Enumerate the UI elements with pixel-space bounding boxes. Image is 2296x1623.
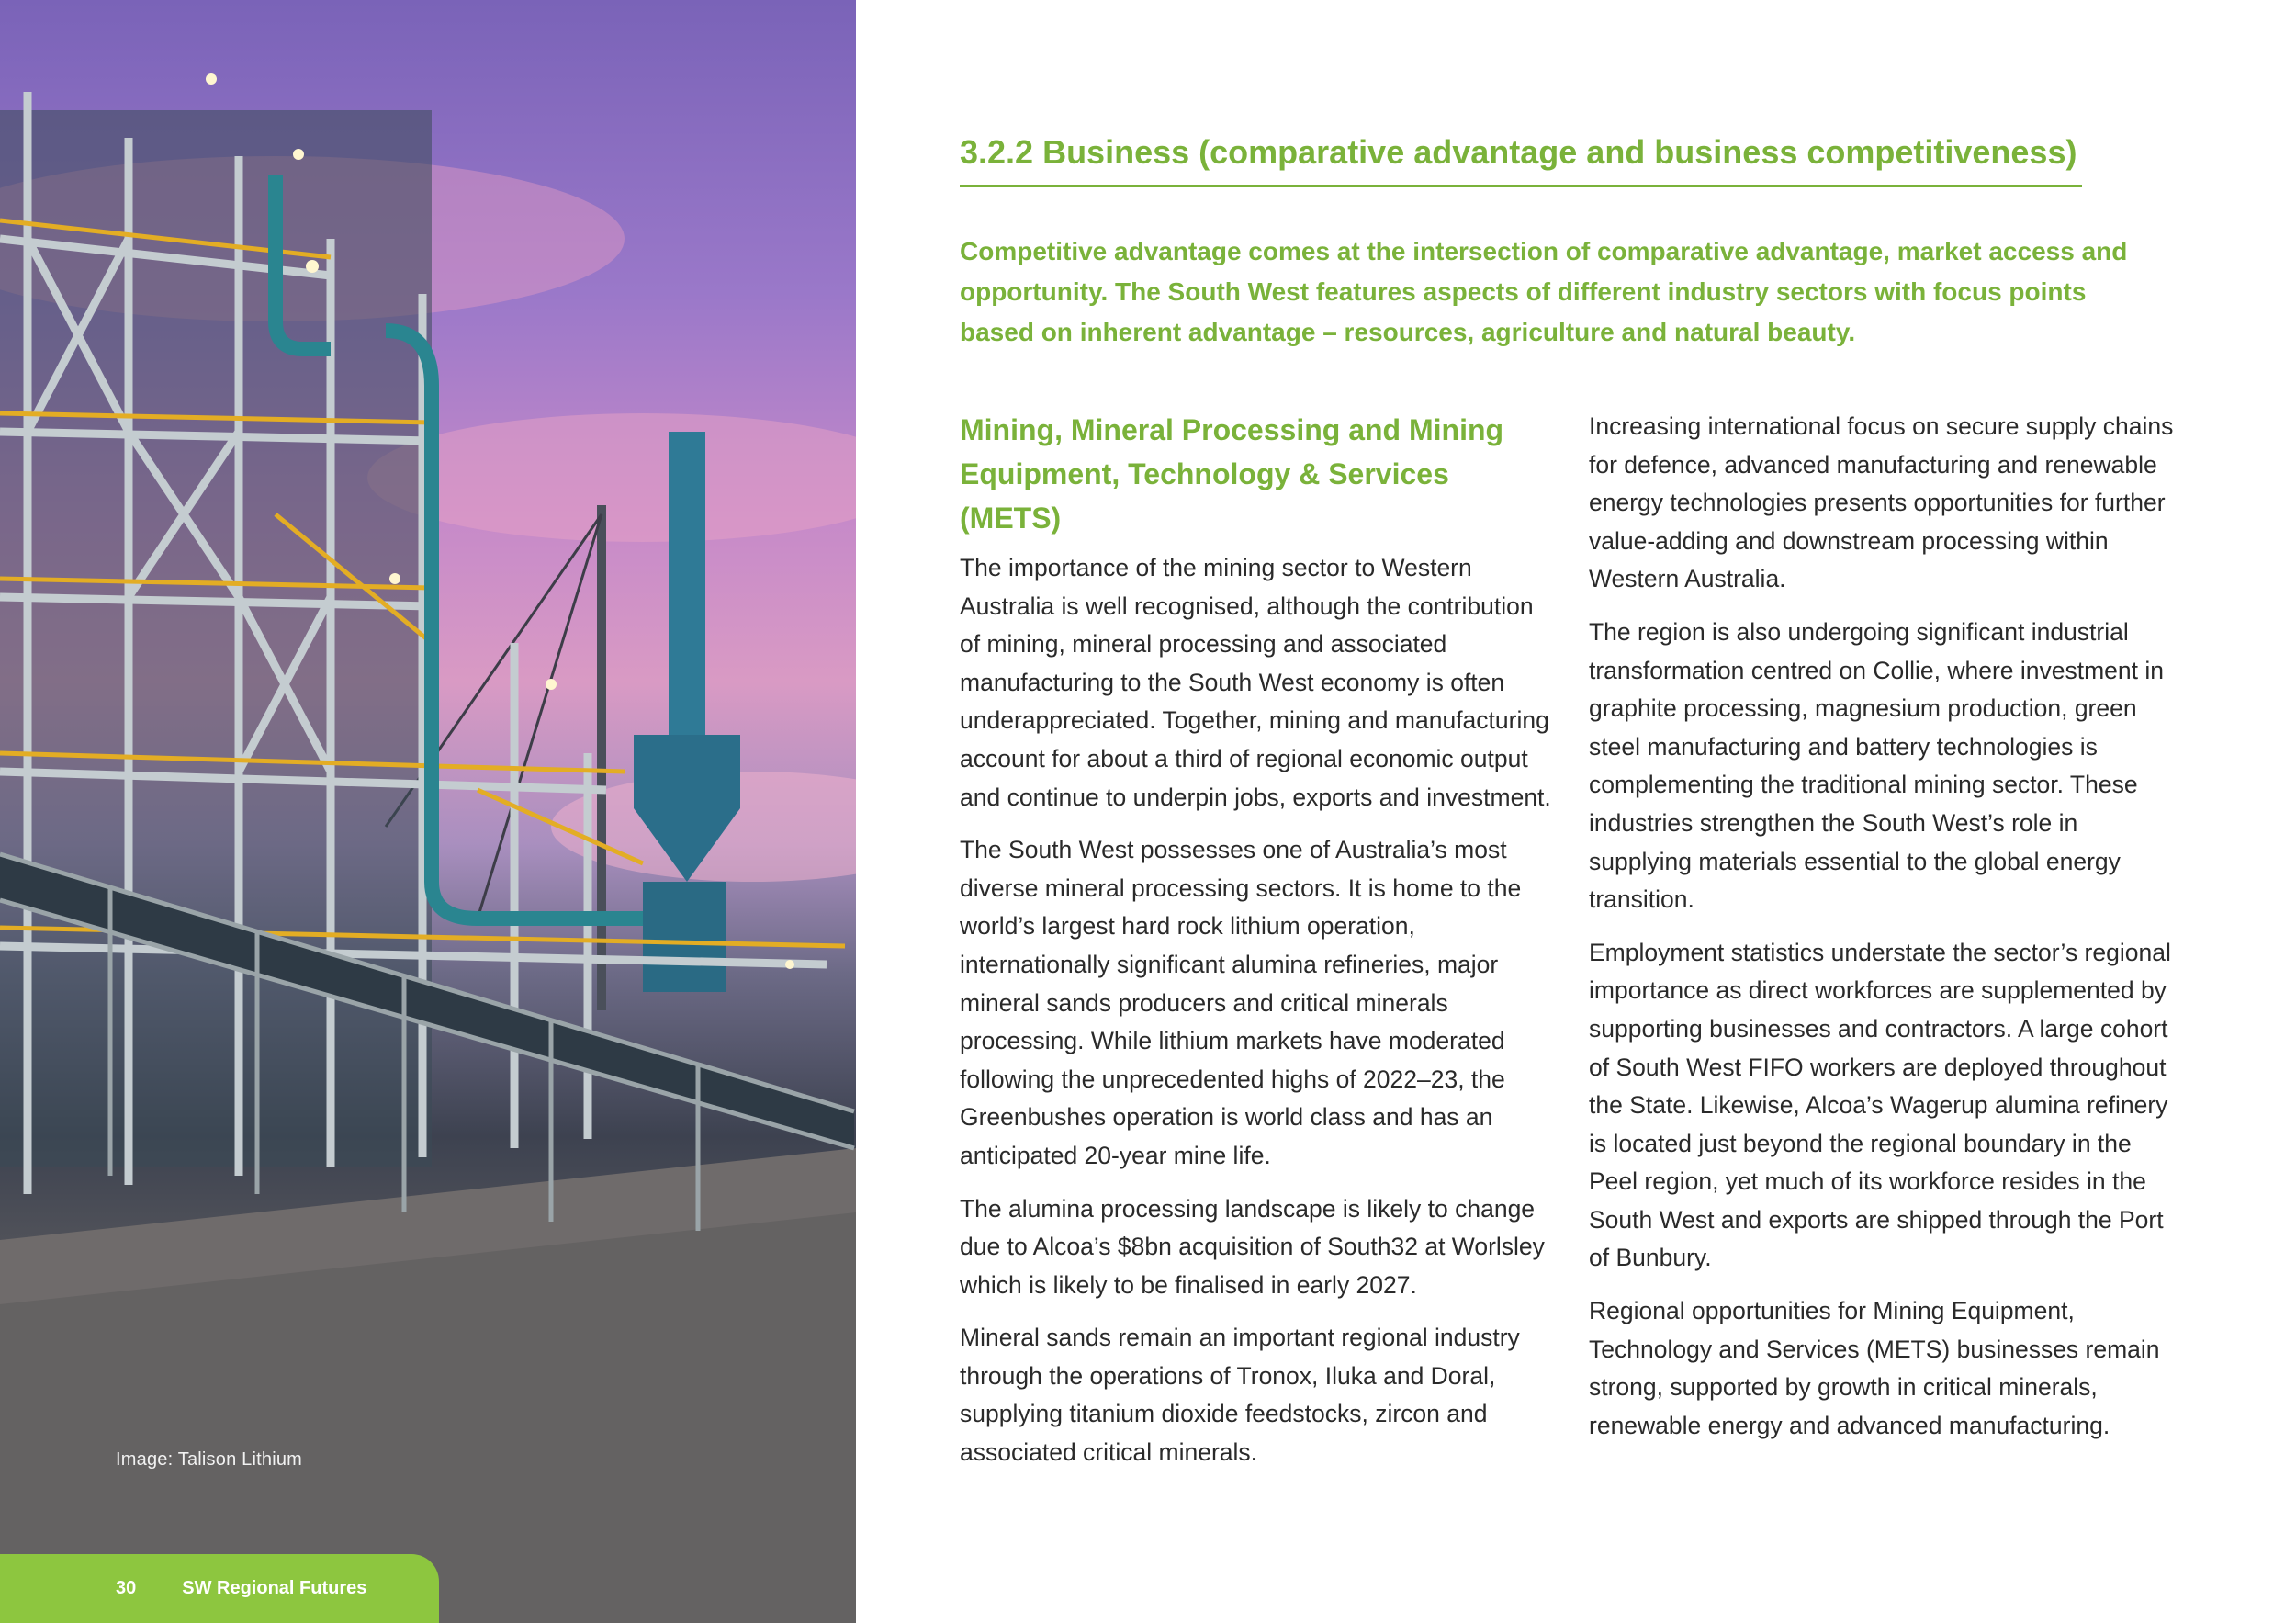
right-column bbox=[1589, 408, 2186, 1460]
left-column bbox=[960, 408, 1552, 1487]
footer-title: SW Regional Futures bbox=[182, 1578, 367, 1598]
body-paragraph: The importance of the mining sector to Western Australia is well recognised, although the contribution of mining, mineral processing and associated manufacturing to the South West economy is often underappreciated. Together, mining and manufacturing account for about a third of regional economic output and continue to underpin jobs, exports and investment. bbox=[960, 554, 1551, 811]
page-number: 30 bbox=[116, 1578, 137, 1598]
body-paragraph: Increasing international focus on secure supply chains for defence, advanced manufacturing and renewable energy technologies presents opportunities for further value-adding and downstream processing within Western Australia. bbox=[1589, 412, 2174, 593]
section-heading: 3.2.2 Business (comparative advantage and business competitiveness) bbox=[960, 133, 2082, 187]
body-paragraph: Employment statistics understate the sector’s regional importance as direct workforces are supplemented by supporting businesses and contractors. A large cohort of South West FIFO workers are deployed throughout the State. Likewise, Alcoa’s Wagerup alumina refinery is located just beyond the regional boundary in the Peel region, yet much of its workforce resides in the South West and exports are shipped through the Port of Bunbury. bbox=[1589, 938, 2171, 1272]
intro-paragraph: Competitive advantage comes at the intersection of comparative advantage, market access and opportunity. The South West features aspects of different industry sectors with focus points based on inherent advantage – resources, agriculture and natural beauty. bbox=[960, 237, 2128, 346]
industrial-plant-photo bbox=[0, 0, 856, 1623]
photo-caption: Image: Talison Lithium bbox=[116, 1449, 303, 1470]
subheading-mining: Mining, Mineral Processing and Mining Equipment, Technology & Services (METS) bbox=[960, 413, 1504, 535]
body-paragraph: The alumina processing landscape is likely to change due to Alcoa’s $8bn acquisition of South32 at Worlsley which is likely to be finalised in early 2027. bbox=[960, 1194, 1545, 1299]
body-paragraph: Mineral sands remain an important regional industry through the operations of Tronox, Iluka and Doral, supplying titanium dioxide feedstocks, zircon and associated critical minerals. bbox=[960, 1324, 1520, 1467]
body-paragraph: The region is also undergoing significant industrial transformation centred on Collie, where investment in graphite processing, magnesium production, green steel manufacturing and battery technologies is complementing the traditional mining sector. These industries strengthen the South West’s role in supplying materials essential to the global energy transition. bbox=[1589, 617, 2164, 914]
page-footer-tab bbox=[0, 1554, 439, 1623]
body-paragraph: Regional opportunities for Mining Equipment, Technology and Services (METS) businesses remain strong, supported by growth in critical minerals, renewable energy and advanced manufacturing. bbox=[1589, 1297, 2160, 1439]
plant-illustration bbox=[0, 0, 856, 1623]
body-paragraph: The South West possesses one of Australia’s most diverse mineral processing sectors. It is home to the world’s largest hard rock lithium operation, internationally significant alumina refineries, major mineral sands producers and critical minerals processing. While lithium markets have moderated following the unprecedented highs of 2022–23, the Greenbushes operation is world class and has an anticipated 20-year mine life. bbox=[960, 836, 1522, 1169]
